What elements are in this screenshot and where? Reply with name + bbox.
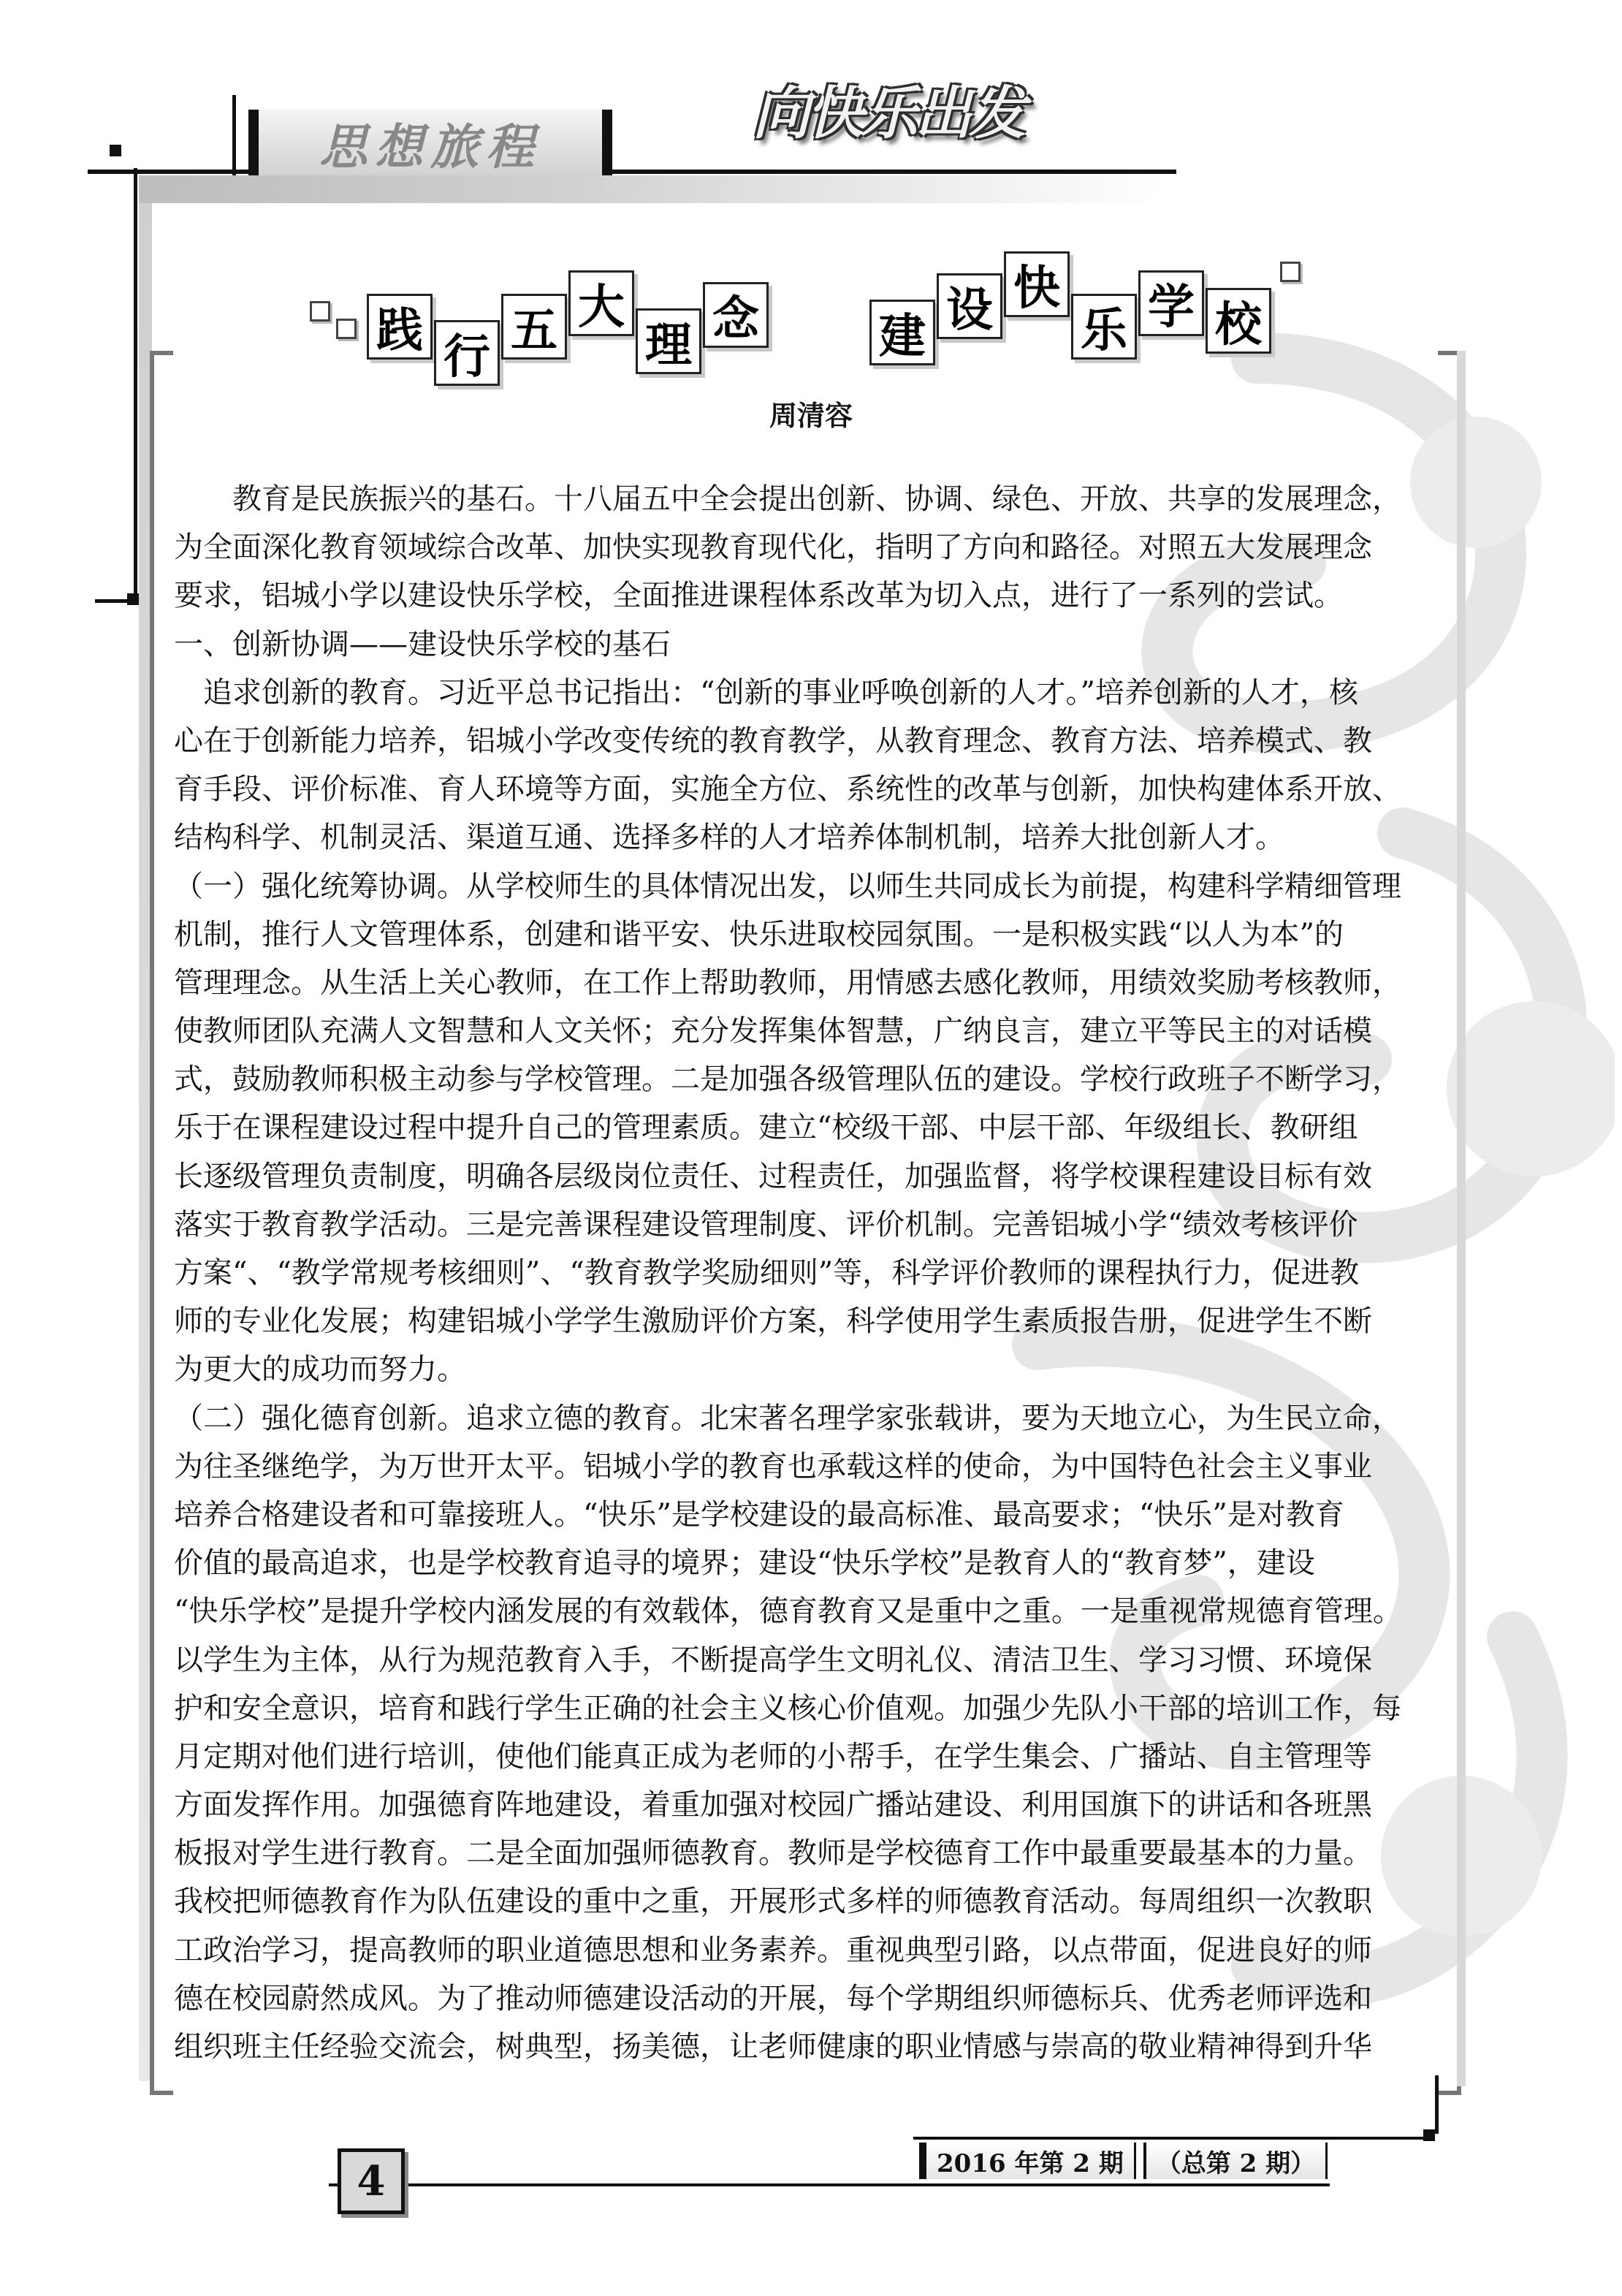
body-line: 为全面深化教育领域综合改革、加快实现教育现代化，指明了方向和路径。对照五大发展理念 xyxy=(174,531,1372,565)
body-line: 教育是民族振兴的基石。十八届五中全会提出创新、协调、绿色、开放、共享的发展理念， xyxy=(232,482,1401,516)
article-title xyxy=(0,248,1622,395)
page-number: 4 xyxy=(338,2148,405,2214)
body-line: 为往圣继绝学，为万世开太平。铝城小学的教育也承载这样的使命，为中国特色社会主义事业 xyxy=(174,1449,1372,1483)
body-line: 月定期对他们进行培训，使他们能真正成为老师的小帮手，在学生集会、广播站、自主管理等 xyxy=(174,1739,1372,1774)
body-line: 管理理念。从生活上关心教师，在工作上帮助教师，用情感去感化教师，用绩效奖励考核教师， xyxy=(174,965,1401,1000)
body-line: 组织班主任经验交流会，树典型，扬美德，让老师健康的职业情感与崇高的敬业精神得到升华 xyxy=(174,2030,1372,2064)
footer-rule-vertical xyxy=(1435,2075,1439,2134)
body-line: 心在于创新能力培养，铝城小学改变传统的教育教学，从教育理念、教育方法、培养模式、教 xyxy=(174,723,1372,758)
body-line: （二）强化德育创新。追求立德的教育。北宋著名理学家张载讲，要为天地立心，为生民立命， xyxy=(174,1401,1401,1435)
body-line: 乐于在课程建设过程中提升自己的管理素质。建立“校级干部、中层干部、年级组长、教研组 xyxy=(174,1111,1358,1145)
body-line: 德在校园蔚然成风。为了推动师德建设活动的开展，每个学期组织师德标兵、优秀老师评选和 xyxy=(174,1981,1372,2015)
body-line: 结构科学、机制灵活、渠道互通、选择多样的人才培养体制机制，培养大批创新人才。 xyxy=(174,821,1284,855)
body-line: 价值的最高追求，也是学校教育追寻的境界；建设“快乐学校”是教育人的“教育梦”，建设 xyxy=(174,1546,1315,1581)
title-char: 建 xyxy=(869,300,935,365)
frame-gray-band-right xyxy=(1457,351,1466,2086)
body-line: （一）强化统筹协调。从学校师生的具体情况出发，以师生共同成长为前提，构建科学精细管理 xyxy=(174,869,1401,903)
body-line: 为更大的成功而努力。 xyxy=(174,1353,466,1387)
title-char: 乐 xyxy=(1071,294,1137,360)
title-char: 设 xyxy=(937,273,1002,339)
body-line: 方案“、“教学常规考核细则”、“教育教学奖励细则”等，科学评价教师的课程执行力，促进教 xyxy=(174,1256,1360,1290)
side-square-decoration xyxy=(127,593,139,605)
frame-gray-band-top xyxy=(139,175,1162,203)
body-line: 培养合格建设者和可靠接班人。“快乐”是学校建设的最高标准、最高要求；“快乐”是对教育 xyxy=(174,1497,1344,1532)
body-line: 要求，铝城小学以建设快乐学校，全面推进课程体系改革为切入点，进行了一系列的尝试。 xyxy=(174,579,1343,613)
title-decoration-square xyxy=(336,319,357,339)
issue-info xyxy=(919,2140,1328,2182)
total-issue-label: （总第 2 期） xyxy=(1143,2143,1328,2179)
left-bracket-decoration xyxy=(150,351,173,2095)
body-line: 板报对学生进行教育。二是全面加强师德教育。教师是学校德育工作中最重要最基本的力量。 xyxy=(174,1836,1372,1871)
title-decoration-square xyxy=(1280,262,1301,282)
author-name: 周清容 xyxy=(769,400,853,432)
title-char: 快 xyxy=(1004,251,1070,317)
body-line: 长逐级管理负责制度，明确各层级岗位责任、过程责任，加强监督，将学校课程建设目标有效 xyxy=(174,1159,1372,1193)
body-line: 育手段、评价标准、育人环境等方面，实施全方位、系统性的改革与创新，加快构建体系开放、 xyxy=(174,772,1401,807)
body-line: 以学生为主体，从行为规范教育入手，不断提高学生文明礼仪、清洁卫生、学习习惯、环境保 xyxy=(174,1643,1372,1677)
footer-rule-bottom xyxy=(329,2183,1330,2186)
title-decoration-square xyxy=(310,301,330,322)
title-char: 大 xyxy=(568,270,634,336)
body-line: 师的专业化发展；构建铝城小学学生激励评价方案，科学使用学生素质报告册，促进学生不断 xyxy=(174,1304,1372,1339)
body-line: 落实于教育教学活动。三是完善课程建设管理制度、评价机制。完善铝城小学“绩效考核评价 xyxy=(174,1207,1358,1242)
body-line: 使教师团队充满人文智慧和人文关怀；充分发挥集体智慧，广纳良言，建立平等民主的对话模 xyxy=(174,1014,1372,1049)
title-char: 校 xyxy=(1206,288,1271,354)
body-line: 我校把师德教育作为队伍建设的重中之重，开展形式多样的师德教育活动。每周组织一次教职 xyxy=(174,1885,1372,1919)
body-line: 机制，推行人文管理体系，创建和谐平安、快乐进取校园氛围。一是积极实践“以人为本”的 xyxy=(174,917,1344,951)
body-line: 方面发挥作用。加强德育阵地建设，着重加强对校园广播站建设、利用国旗下的讲话和各班黑 xyxy=(174,1788,1372,1822)
issue-label: 2016 年第 2 期 xyxy=(919,2143,1136,2179)
title-char: 五 xyxy=(501,294,567,360)
title-char: 理 xyxy=(636,308,701,374)
body-line: 工政治学习，提高教师的职业道德思想和业务素养。重视典型引路，以点带面，促进良好的师 xyxy=(174,1933,1372,1967)
title-char: 学 xyxy=(1138,270,1204,336)
title-char: 念 xyxy=(703,282,769,348)
article-body xyxy=(174,475,1423,2071)
corner-square-decoration xyxy=(110,145,121,156)
section-heading: 一、创新协调——建设快乐学校的基石 xyxy=(174,627,671,661)
body-line: 式，鼓励教师积极主动参与学校管理。二是加强各级管理队伍的建设。学校行政班子不断学习， xyxy=(174,1063,1401,1097)
title-char: 行 xyxy=(434,320,500,386)
body-line: 追求创新的教育。习近平总书记指出：“创新的事业呼唤创新的人才。”培养创新的人才，核 xyxy=(203,675,1358,710)
magazine-logo: 向快乐出发 xyxy=(752,81,1023,147)
footer-square-decoration xyxy=(1423,2129,1435,2141)
title-char: 践 xyxy=(367,294,433,360)
body-line: 护和安全意识，培育和践行学生正确的社会主义核心价值观。加强少先队小干部的培训工作，每 xyxy=(174,1691,1401,1725)
body-line: “快乐学校”是提升学校内涵发展的有效载体，德育教育又是重中之重。一是重视常规德育管理。 xyxy=(174,1594,1402,1629)
section-label: 思想旅程 xyxy=(248,110,612,175)
